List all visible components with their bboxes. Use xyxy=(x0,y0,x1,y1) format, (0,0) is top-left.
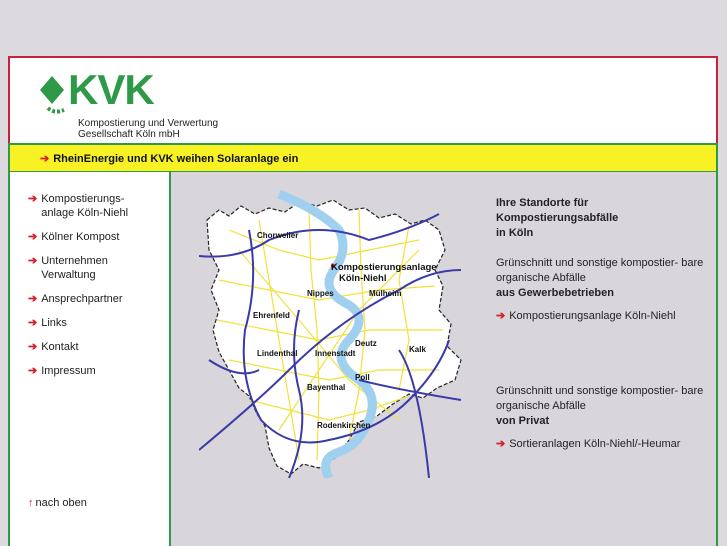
label-line1: Unternehmen xyxy=(41,255,108,267)
block2-bold: von Privat xyxy=(496,415,550,427)
sidebar-item-label xyxy=(41,254,108,282)
sidebar-item-label: Impressum xyxy=(41,365,96,377)
block1-line2: organische Abfälle xyxy=(496,272,586,284)
map-label-kalk: Kalk xyxy=(409,345,426,354)
sidebar-item-label: Kölner Kompost xyxy=(41,231,120,243)
right-arrow-icon: ➔ xyxy=(496,310,506,322)
label-line1: Kompostierungs- xyxy=(41,193,125,205)
map-label-innenstadt: Innenstadt xyxy=(315,349,356,358)
news-link-label: RheinEnergie und KVK weihen Solaranlage ein xyxy=(53,153,299,165)
back-to-top-label: nach oben xyxy=(35,497,87,509)
logo-wordmark: KVK xyxy=(68,66,154,113)
sidebar xyxy=(8,172,171,546)
map-label-kompost-1: Kompostierungsanlage xyxy=(331,262,437,273)
news-link[interactable] xyxy=(40,152,298,165)
map-label-chorweiler: Chorweiler xyxy=(257,231,299,240)
sortieranlagen-link[interactable] xyxy=(496,437,711,452)
right-arrow-icon: ➔ xyxy=(28,231,38,243)
right-arrow-icon: ➔ xyxy=(28,255,38,267)
info-title-line1: Ihre Standorte für Kompostierungsabfälle xyxy=(496,197,619,224)
label-line2: Verwaltung xyxy=(41,269,96,281)
map-label-muelheim: Mülheim xyxy=(369,289,402,298)
right-arrow-icon: ➔ xyxy=(28,365,38,377)
back-to-top-link[interactable] xyxy=(28,497,87,509)
header xyxy=(8,56,718,144)
label-line2: anlage Köln-Niehl xyxy=(41,207,129,219)
map-label-lindenthal: Lindenthal xyxy=(257,349,298,358)
sidebar-item-impressum[interactable] xyxy=(28,364,168,378)
news-banner xyxy=(8,143,718,173)
kompostierungsanlage-link-label: Kompostierungsanlage Köln-Niehl xyxy=(509,310,676,322)
sidebar-item-label: Links xyxy=(41,317,67,329)
block1-bold: aus Gewerbebetrieben xyxy=(496,287,614,299)
right-arrow-icon: ➔ xyxy=(28,193,38,205)
right-arrow-icon: ➔ xyxy=(28,317,38,329)
sidebar-item-koelner-kompost[interactable] xyxy=(28,230,168,244)
sidebar-nav xyxy=(28,192,168,388)
sidebar-item-kontakt[interactable] xyxy=(28,340,168,354)
logo-subtitle-line2: Gesellschaft Köln mbH xyxy=(78,129,180,140)
block2-line2: organische Abfälle xyxy=(496,400,586,412)
map-label-deutz: Deutz xyxy=(355,339,377,348)
info-title-line2: in Köln xyxy=(496,227,534,239)
cologne-map[interactable] xyxy=(199,190,467,478)
block1-line1: Grünschnitt und sonstige kompostier- bare xyxy=(496,257,704,269)
map-label-rodenkirchen: Rodenkirchen xyxy=(317,421,371,430)
right-arrow-icon: ➔ xyxy=(28,293,38,305)
map-label-kompost-2: Köln-Niehl xyxy=(339,273,387,284)
up-arrow-icon: ↑ xyxy=(28,497,34,509)
map-label-nippes: Nippes xyxy=(307,289,334,298)
sidebar-item-label: Ansprechpartner xyxy=(41,293,123,305)
kompostierungsanlage-link[interactable] xyxy=(496,309,711,324)
sidebar-item-ansprechpartner[interactable] xyxy=(28,292,168,306)
map-label-bayenthal: Bayenthal xyxy=(307,383,346,392)
map-label-ehrenfeld: Ehrenfeld xyxy=(253,311,290,320)
sidebar-item-kompostierungsanlage[interactable] xyxy=(28,192,168,220)
sidebar-item-label: Kontakt xyxy=(41,341,79,353)
locations-info xyxy=(496,196,711,452)
sidebar-item-label xyxy=(41,192,128,220)
main-content xyxy=(171,172,718,546)
leaf-icon xyxy=(38,72,72,116)
sidebar-item-unternehmen[interactable] xyxy=(28,254,168,282)
sortieranlagen-link-label: Sortieranlagen Köln-Niehl/-Heumar xyxy=(509,438,681,450)
right-arrow-icon: ➔ xyxy=(40,153,50,165)
right-arrow-icon: ➔ xyxy=(496,438,506,450)
logo-subtitle-line1: Kompostierung und Verwertung xyxy=(78,118,219,129)
block2-line1: Grünschnitt und sonstige kompostier- bare xyxy=(496,385,704,397)
map-label-poll: Poll xyxy=(355,373,370,382)
sidebar-item-links[interactable] xyxy=(28,316,168,330)
logo-subtitle xyxy=(78,118,278,140)
right-arrow-icon: ➔ xyxy=(28,341,38,353)
